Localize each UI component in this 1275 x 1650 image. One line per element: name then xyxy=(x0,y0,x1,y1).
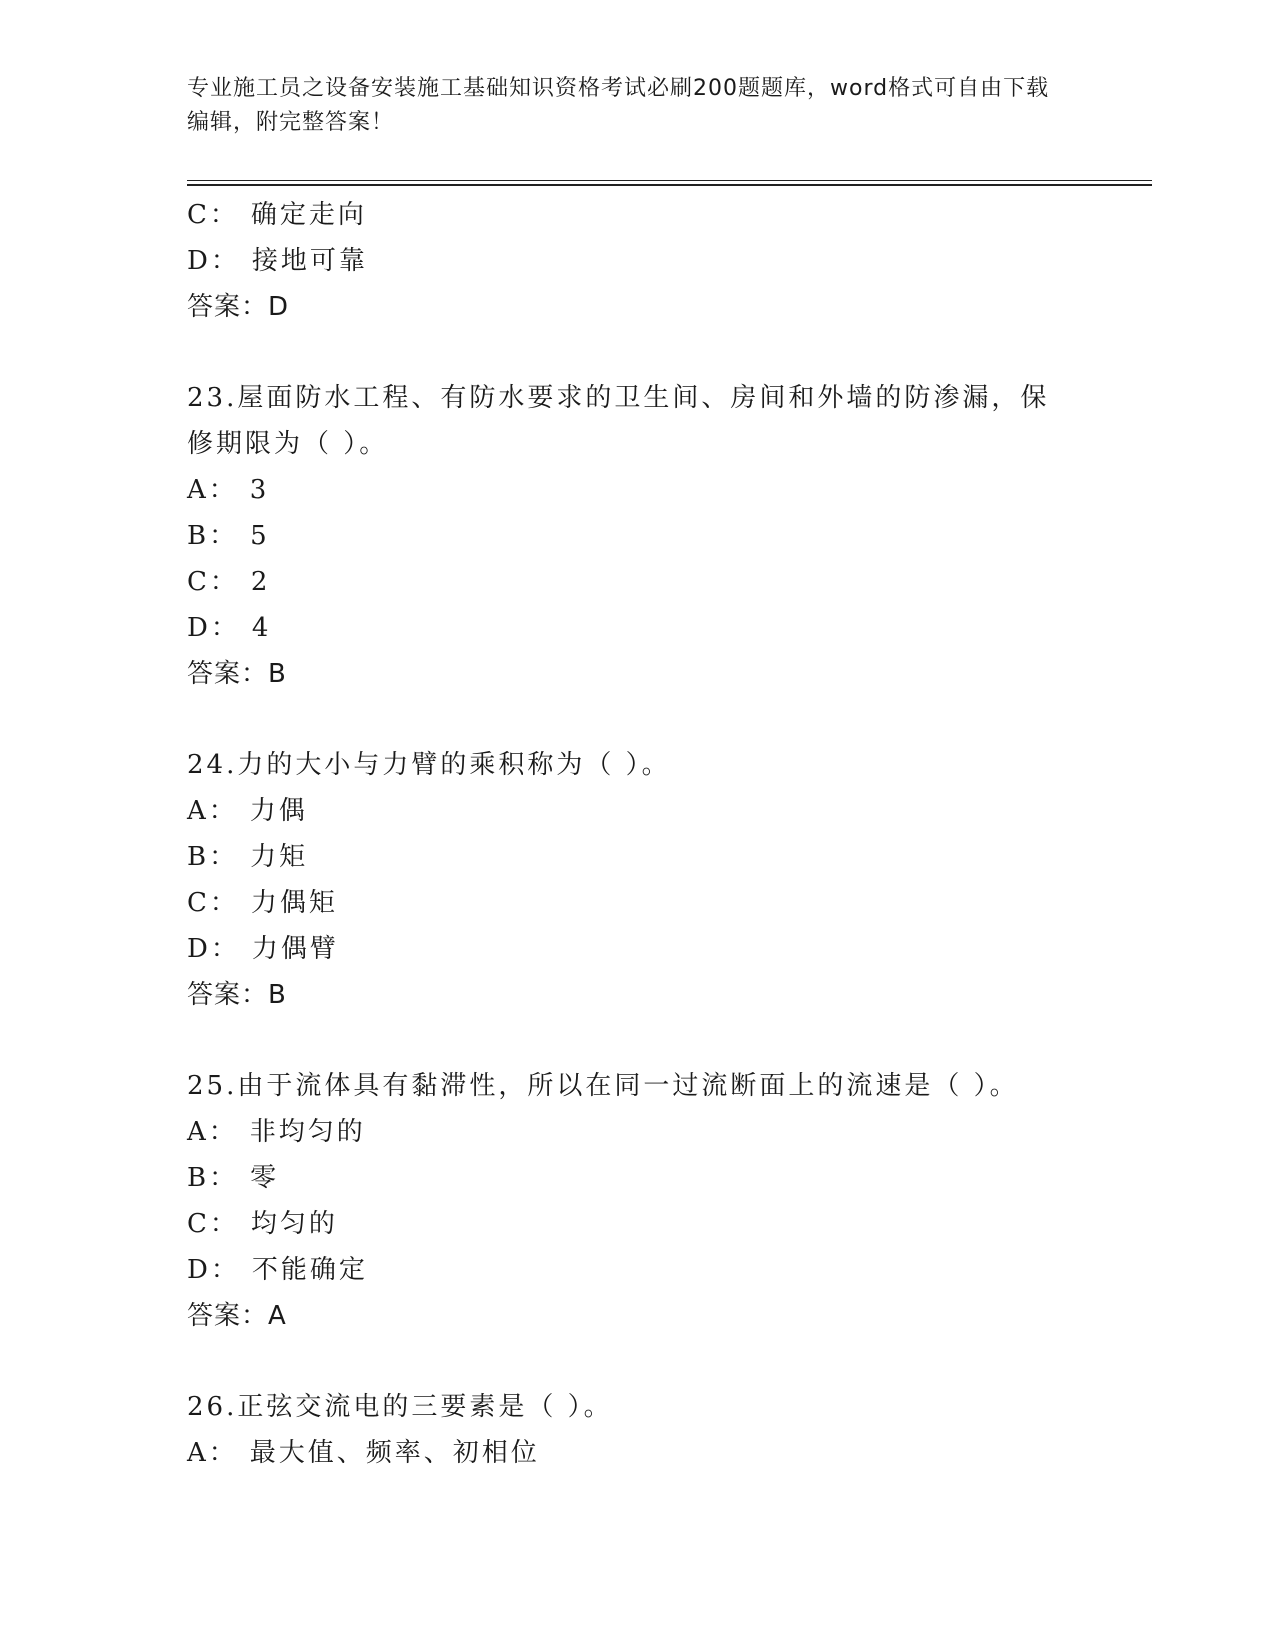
option-a xyxy=(187,467,1152,513)
option-key: B： xyxy=(187,521,239,551)
option-c xyxy=(187,880,1152,926)
question-stem: 26.正弦交流电的三要素是（ ）。 xyxy=(187,1392,613,1422)
option-key: C： xyxy=(187,567,239,597)
option-text: 接地可靠 xyxy=(251,246,368,276)
option-text: 力偶矩 xyxy=(250,888,338,918)
option-text: 均匀的 xyxy=(250,1209,338,1239)
answer-line: 答案：B xyxy=(187,659,287,689)
option-key: D： xyxy=(187,613,240,643)
option-b xyxy=(187,834,1152,880)
question-26 xyxy=(187,1384,1152,1476)
option-text: 确定走向 xyxy=(250,200,367,230)
option-key: A： xyxy=(187,475,238,505)
option-c xyxy=(187,192,1152,238)
question-stem: 23.屋面防水工程、有防水要求的卫生间、房间和外墙的防渗漏，保修期限为（ ）。 xyxy=(187,383,1050,459)
document-header: 专业施工员之设备安装施工基础知识资格考试必刷200题题库，word格式可自由下载编辑，附完整答案！ xyxy=(187,76,1050,135)
option-key: D： xyxy=(187,1255,240,1285)
option-c xyxy=(187,1201,1152,1247)
option-d xyxy=(187,926,1152,972)
option-b xyxy=(187,513,1152,559)
question-24 xyxy=(187,742,1152,1018)
question-25 xyxy=(187,1063,1152,1339)
option-key: B： xyxy=(187,842,239,872)
header-divider xyxy=(187,180,1152,186)
option-key: A： xyxy=(187,1117,238,1147)
document-page xyxy=(187,72,1152,1476)
option-text: 不能确定 xyxy=(251,1255,368,1285)
option-c xyxy=(187,559,1152,605)
question-23 xyxy=(187,375,1152,697)
option-d xyxy=(187,238,1152,284)
question-stem: 25.由于流体具有黏滞性，所以在同一过流断面上的流速是（ ）。 xyxy=(187,1071,1019,1101)
answer-line: 答案：A xyxy=(187,1301,287,1331)
option-key: D： xyxy=(187,246,240,276)
option-text: 4 xyxy=(251,613,272,643)
option-key: A： xyxy=(187,796,238,826)
option-text: 3 xyxy=(249,475,270,505)
option-text: 力矩 xyxy=(250,842,309,872)
option-text: 最大值、频率、初相位 xyxy=(249,1438,540,1468)
option-text: 零 xyxy=(250,1163,280,1193)
option-key: C： xyxy=(187,200,239,230)
option-key: C： xyxy=(187,888,239,918)
option-a xyxy=(187,1430,1152,1476)
question-22-continuation xyxy=(187,192,1152,330)
option-d xyxy=(187,1247,1152,1293)
answer-line: 答案：D xyxy=(187,292,290,322)
option-key: A： xyxy=(187,1438,238,1468)
option-text: 5 xyxy=(250,521,270,551)
answer-line: 答案：B xyxy=(187,980,287,1010)
option-d xyxy=(187,605,1152,651)
option-a xyxy=(187,788,1152,834)
option-key: B： xyxy=(187,1163,239,1193)
option-b xyxy=(187,1155,1152,1201)
option-text: 非均匀的 xyxy=(249,1117,366,1147)
option-text: 力偶 xyxy=(249,796,308,826)
option-text: 2 xyxy=(250,567,271,597)
option-text: 力偶臂 xyxy=(251,934,339,964)
option-a xyxy=(187,1109,1152,1155)
question-stem: 24.力的大小与力臂的乘积称为（ ）。 xyxy=(187,750,671,780)
option-key: C： xyxy=(187,1209,239,1239)
option-key: D： xyxy=(187,934,240,964)
